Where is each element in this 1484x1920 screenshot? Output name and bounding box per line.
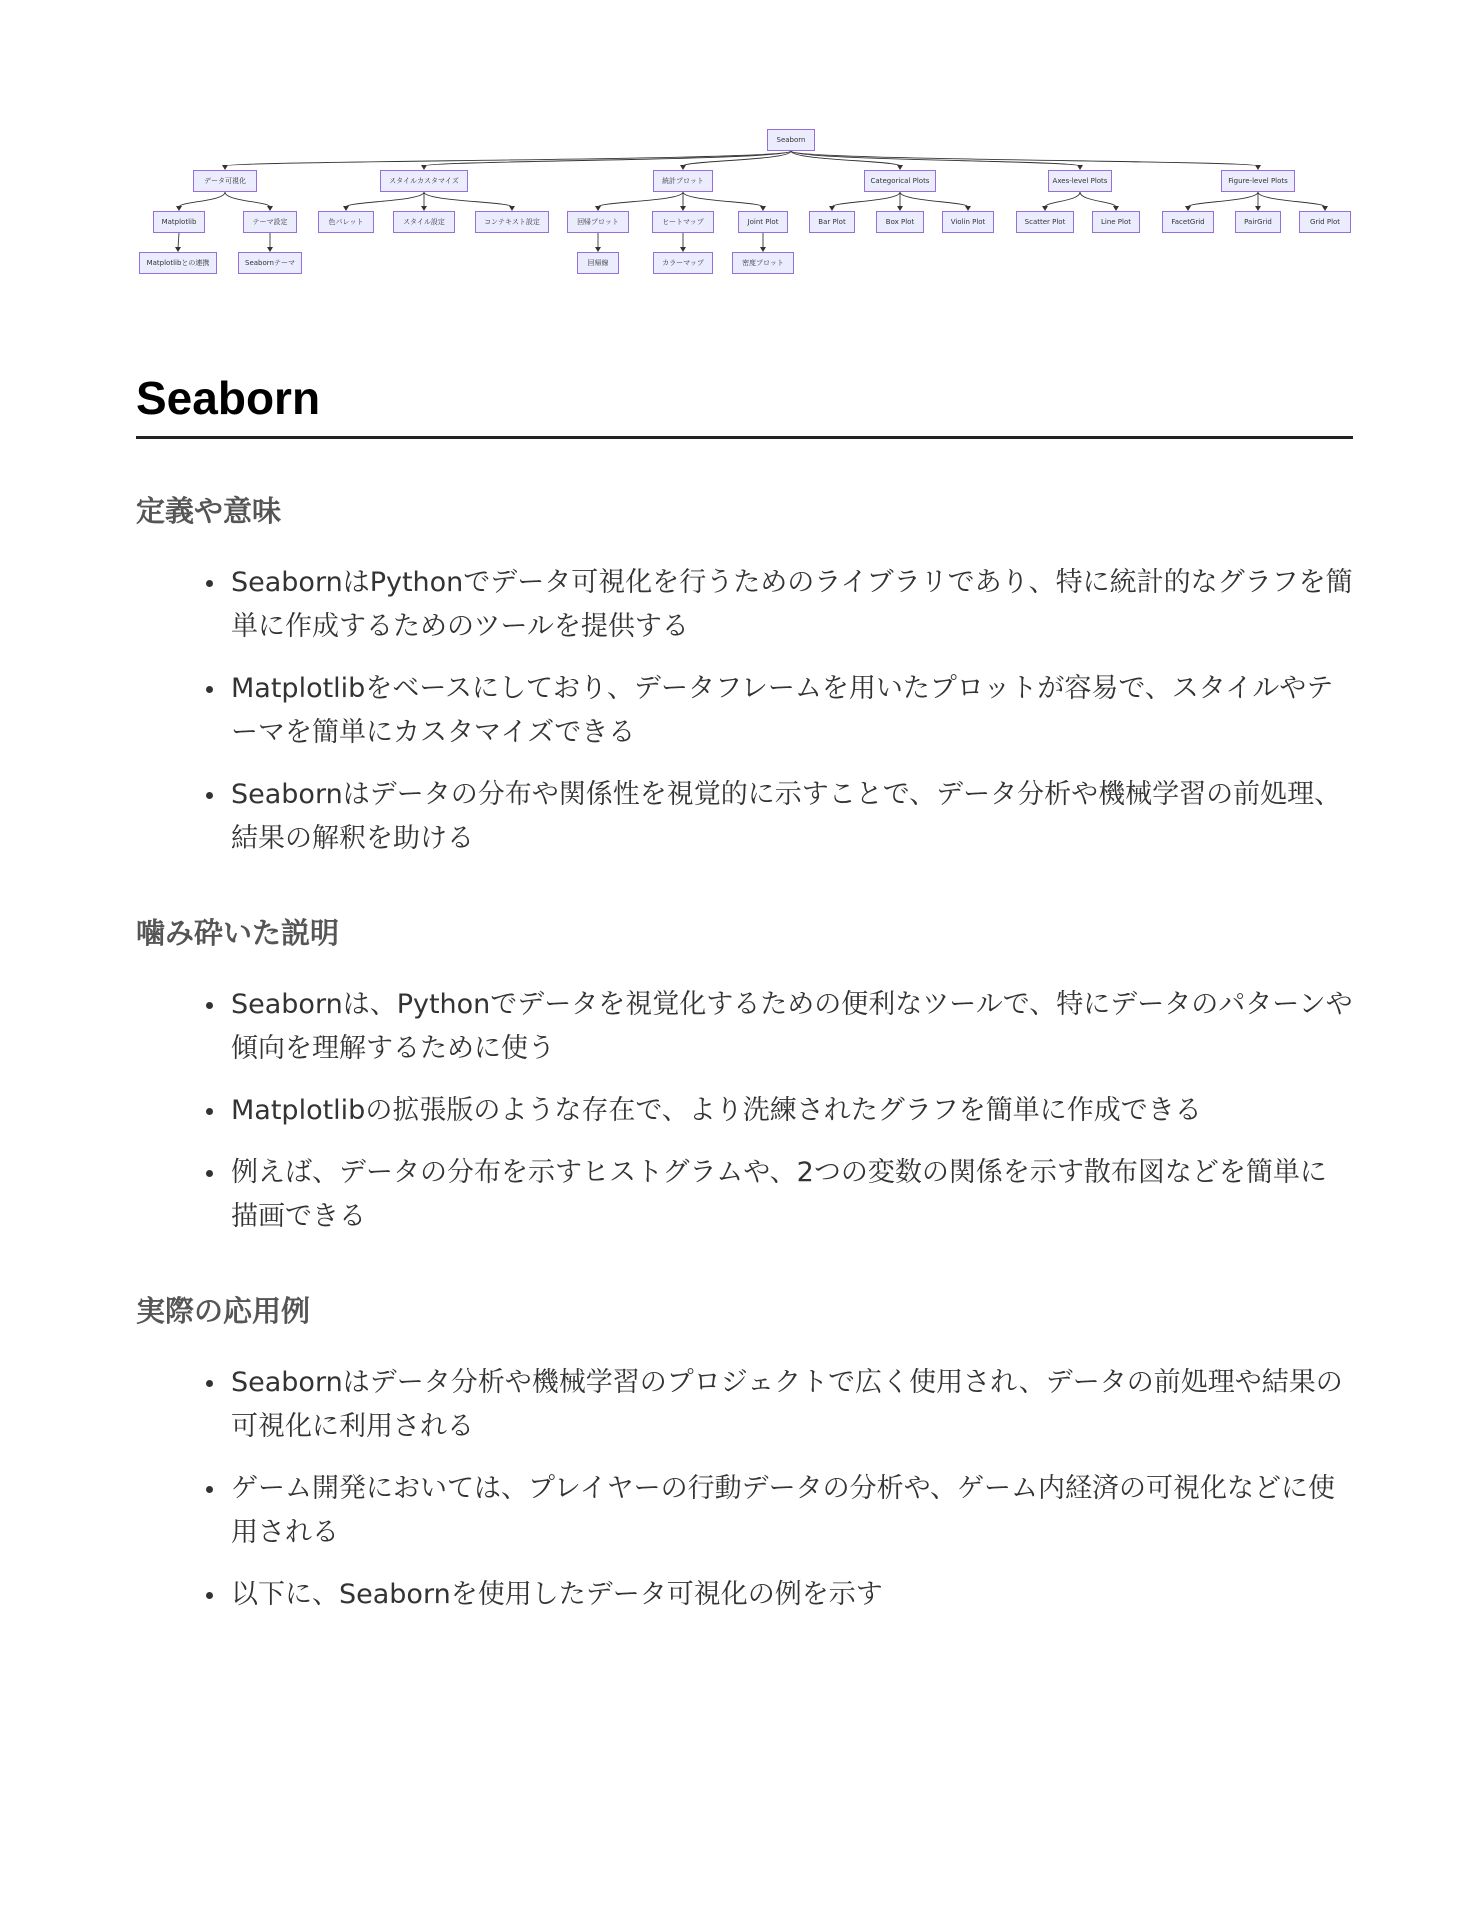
diagram-node-child: Matplotlib [153,211,205,233]
list-item: Matplotlibをベースにしており、データフレームを用いたプロットが容易で、スタイルやテーマを簡単にカスタマイズできる [231,667,1353,755]
diagram-node-leaf: Matplotlibとの連携 [139,252,217,274]
diagram-edge [832,192,900,207]
diagram-edge [598,192,683,207]
list-item: 例えば、データの分布を示すヒストグラムや、2つの変数の関係を示す散布図などを簡単に描画できる [231,1151,1353,1239]
diagram-node-child: ヒートマップ [652,211,714,233]
diagram-node-child: 色パレット [318,211,374,233]
diagram-node-leaf: 密度プロット [732,252,794,274]
diagram-node-group: 統計プロット [653,170,713,192]
section-heading-applications: 実際の応用例 [136,1294,311,1328]
diagram-edge [178,233,179,248]
diagram-edge [424,192,512,207]
diagram-node-child: Line Plot [1092,211,1140,233]
explanation-list [136,983,1353,1239]
diagram-node-group: データ可視化 [193,170,257,192]
diagram-edge [791,151,1258,166]
diagram-node-group: Axes-level Plots [1048,170,1112,192]
document-body [136,370,1353,1635]
diagram-edge [225,151,791,166]
diagram-edge [179,192,225,207]
diagram-node-leaf: カラーマップ [653,252,713,274]
list-item: Matplotlibの拡張版のような存在で、より洗練されたグラフを簡単に作成できる [231,1089,1353,1133]
diagram-node-child: テーマ設定 [243,211,297,233]
definition-list [136,561,1353,861]
list-item: Seabornはデータ分析や機械学習のプロジェクトで広く使用され、データの前処理や結果の可視化に利用される [231,1361,1353,1449]
diagram-node-group: Categorical Plots [864,170,936,192]
diagram-edge [1188,192,1258,207]
diagram-edge [1080,192,1116,207]
section-heading-definition: 定義や意味 [136,494,282,528]
diagram-edge [1045,192,1080,207]
applications-list [136,1361,1353,1617]
diagram-edge [683,192,763,207]
diagram-node-leaf: Seabornテーマ [238,252,302,274]
section-heading-explanation: 噛み砕いた説明 [136,916,340,950]
list-item: ゲーム開発においては、プレイヤーの行動データの分析や、ゲーム内経済の可視化などに使用される [231,1467,1353,1555]
list-item: Seabornは、Pythonでデータを視覚化するための便利なツールで、特にデータのパターンや傾向を理解するために使う [231,983,1353,1071]
diagram-edge [900,192,968,207]
diagram-node-root: Seaborn [767,129,815,151]
list-item: Seabornはデータの分布や関係性を視覚的に示すことで、データ分析や機械学習の前処理、結果の解釈を助ける [231,773,1353,861]
diagram-node-child: 回帰プロット [567,211,629,233]
list-item: SeabornはPythonでデータ可視化を行うためのライブラリであり、特に統計的なグラフを簡単に作成するためのツールを提供する [231,561,1353,649]
diagram-node-child: Joint Plot [738,211,788,233]
diagram-node-group: スタイルカスタマイズ [380,170,468,192]
diagram-edge [346,192,424,207]
diagram-node-child: Scatter Plot [1016,211,1074,233]
diagram-edge [1258,192,1325,207]
list-item: 以下に、Seabornを使用したデータ可視化の例を示す [231,1573,1353,1617]
diagram-node-child: スタイル設定 [393,211,455,233]
mindmap-diagram [0,0,1484,300]
diagram-node-child: FacetGrid [1162,211,1214,233]
diagram-edge [225,192,270,207]
diagram-node-group: Figure-level Plots [1221,170,1295,192]
page-title: Seaborn [136,370,1353,439]
diagram-node-leaf: 回帰線 [577,252,619,274]
diagram-node-child: Box Plot [876,211,924,233]
diagram-node-child: PairGrid [1235,211,1281,233]
diagram-node-child: コンテキスト設定 [475,211,549,233]
diagram-edge [683,151,791,166]
diagram-node-child: Bar Plot [809,211,855,233]
diagram-node-child: Grid Plot [1299,211,1351,233]
diagram-node-child: Violin Plot [942,211,994,233]
